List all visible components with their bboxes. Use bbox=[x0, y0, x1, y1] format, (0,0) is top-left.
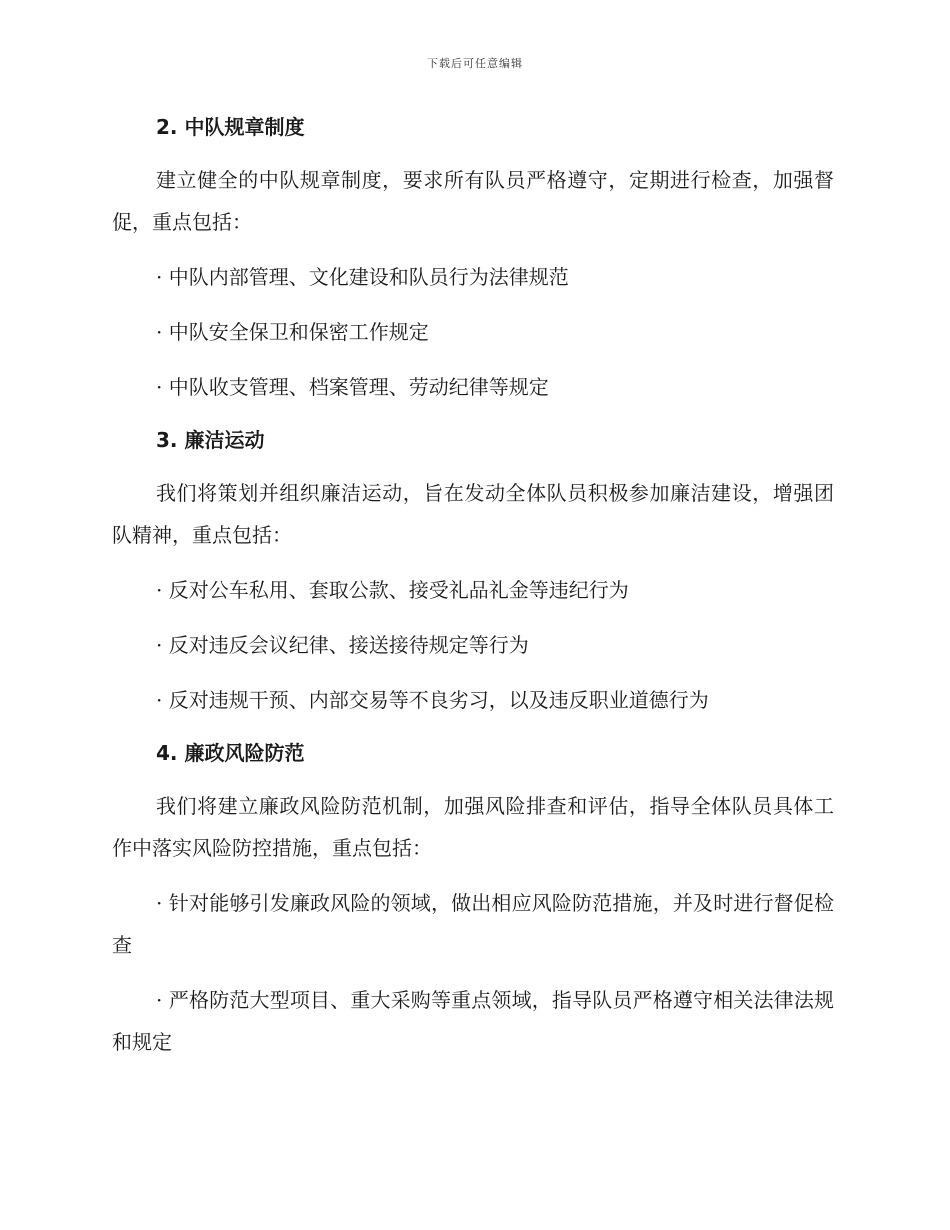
list-item: · 中队安全保卫和保密工作规定 bbox=[156, 320, 429, 344]
document-body bbox=[112, 108, 834, 1063]
page-header: 下载后可任意编辑 bbox=[427, 57, 523, 70]
list-item: · 反对违反会议纪律、接送接待规定等行为 bbox=[156, 633, 529, 657]
section-heading: 4. 廉政风险防范 bbox=[156, 741, 305, 765]
list-item: · 中队内部管理、文化建设和队员行为法律规范 bbox=[156, 265, 569, 289]
list-item: · 严格防范大型项目、重大采购等重点领域，指导队员严格遵守相关法律法规和规定 bbox=[112, 988, 834, 1054]
section-heading: 2. 中队规章制度 bbox=[156, 115, 305, 139]
list-item: · 反对违规干预、内部交易等不良劣习，以及违反职业道德行为 bbox=[156, 688, 709, 712]
section-intro: 我们将建立廉政风险防范机制，加强风险排查和评估，指导全体队员具体工作中落实风险防控措施，重点包括： bbox=[112, 794, 834, 860]
section-intro: 建立健全的中队规章制度，要求所有队员严格遵守，定期进行检查，加强督促，重点包括： bbox=[112, 168, 834, 234]
list-item: · 针对能够引发廉政风险的领域，做出相应风险防范措施，并及时进行督促检查 bbox=[112, 891, 834, 957]
list-item: · 反对公车私用、套取公款、接受礼品礼金等违纪行为 bbox=[156, 578, 629, 602]
list-item: · 中队收支管理、档案管理、劳动纪律等规定 bbox=[156, 375, 549, 399]
section-heading: 3. 廉洁运动 bbox=[156, 428, 265, 452]
section-intro: 我们将策划并组织廉洁运动，旨在发动全体队员积极参加廉洁建设，增强团队精神，重点包括： bbox=[112, 481, 834, 547]
